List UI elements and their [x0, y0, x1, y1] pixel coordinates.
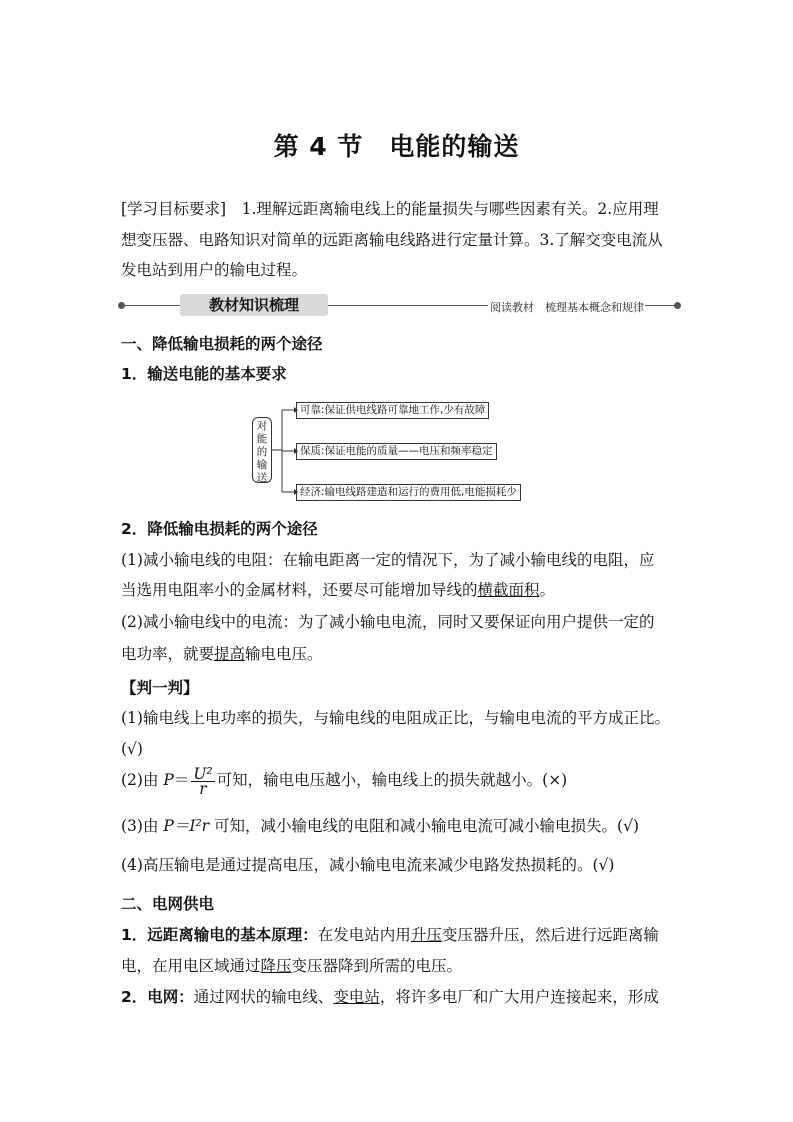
banner-dot-left [118, 302, 125, 309]
page-title: 第 4 节 电能的输送 [273, 132, 520, 161]
blank-answer: 横截面积 [477, 581, 540, 599]
section1-p1-line2: 当选用电阻率小的金属材料，还要尽可能增加导线的横截面积。 [121, 581, 556, 599]
banner-rule-left [121, 305, 183, 306]
judge-item-2: (2)由 P＝ $\frac{\text{U²}}{r}$ 可知，输电电压越小，输电线上的损失就越小。(×) [121, 764, 568, 798]
section1-heading: 一、降低输电损耗的两个途径 [121, 335, 323, 353]
diagram-left-label: 对能的输送 [252, 417, 272, 483]
diagram-item-economic: 经济:输电线路建造和运行的费用低,电能损耗少 [296, 484, 521, 501]
section1-p1-line1: (1)减小输电线的电阻：在输电距离一定的情况下，为了减小输电线的电阻，应 [121, 551, 655, 569]
judge-item-4: (4)高压输电是通过提高电压，减小输电电流来减少电路发热损耗的。(√) [121, 856, 615, 874]
section1-p2-line2: 电功率，就要提高输电电压。 [121, 645, 323, 663]
section1-sub2: 2．降低输电损耗的两个途径 [121, 520, 318, 538]
diagram-item-quality: 保质:保证电能的质量——电压和频率稳定 [296, 443, 497, 460]
judge-item-1-answer: (√) [121, 740, 143, 758]
formula-fraction: $\frac{\text{U²}}{r}$ [193, 764, 213, 798]
section2-heading: 二、电网供电 [121, 895, 215, 913]
objectives-line-1: [学习目标要求] 1.理解远距离输电线上的能量损失与哪些因素有关。2.应用理 [121, 200, 659, 218]
objectives-line-3: 发电站到用户的输电过程。 [121, 261, 308, 279]
objectives-label: [学习目标要求] [121, 200, 227, 218]
banner-rule-mid [328, 305, 488, 306]
blank-answer: 降压 [260, 957, 292, 975]
formula: P＝I²r [163, 817, 210, 835]
banner-rule-right [645, 305, 677, 306]
section1-p2-line1: (2)减小输电线中的电流：为了减小输电电流，同时又要保证向用户提供一定的 [121, 613, 655, 631]
banner-dot-right [674, 302, 681, 309]
blank-answer: 提高 [214, 645, 246, 663]
banner-subtitle: 阅读教材 梳理基本概念和规律 [490, 301, 644, 314]
section-banner: 教材知识梳理 [180, 294, 328, 316]
blank-answer: 变电站 [333, 988, 380, 1006]
section2-p1-line2: 电，在用电区域通过降压变压器降到所需的电压。 [121, 957, 463, 975]
judge-item-3: (3)由 P＝I²r 可知，减小输电线的电阻和减小输电电流可减小输电损失。(√) [121, 817, 640, 835]
judge-item-1: (1)输电线上电功率的损失，与输电线的电阻成正比，与输电电流的平方成正比。 [121, 709, 670, 727]
objectives-line-2: 想变压器、电路知识对简单的远距离输电线路进行定量计算。3.了解交变电流从 [121, 231, 663, 249]
section2-p2-line1: 2．电网：通过网状的输电线、变电站，将许多电厂和广大用户连接起来，形成 [121, 988, 659, 1006]
diagram-item-reliable: 可靠:保证供电线路可靠地工作,少有故障 [296, 402, 489, 419]
blank-answer: 升压 [410, 926, 442, 944]
diagram-bracket [272, 405, 298, 497]
judge-heading: 【判一判】 [121, 679, 199, 697]
section1-sub1: 1．输送电能的基本要求 [121, 365, 287, 383]
section2-p1-line1: 1．远距离输电的基本原理：在发电站内用升压变压器升压，然后进行远距离输 [121, 926, 659, 944]
